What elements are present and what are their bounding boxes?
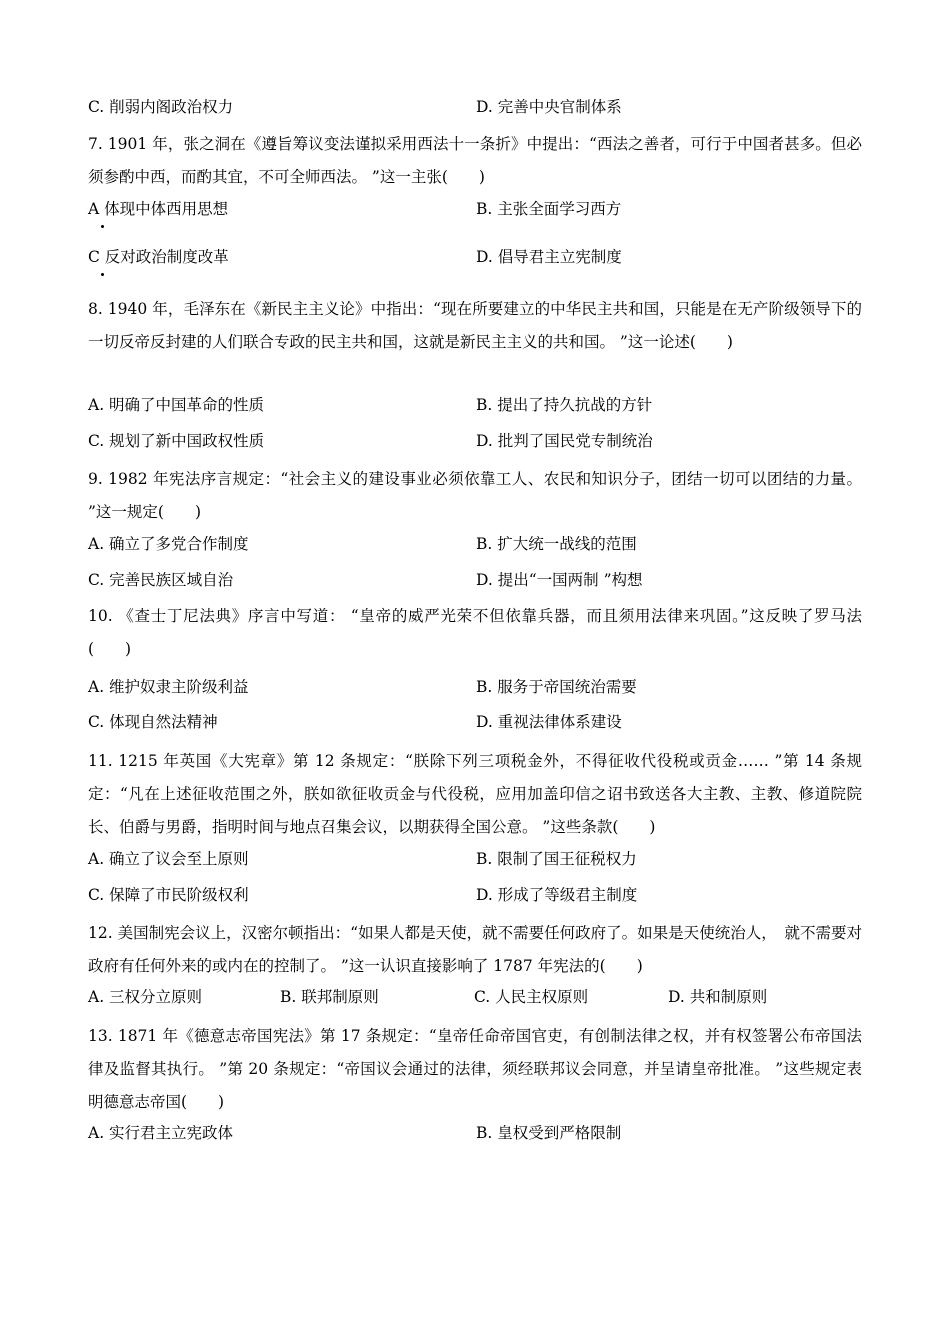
q7-option-c: C 反对政治制度改革 [88, 248, 229, 266]
q8-option-d: D. 批判了国民党专制统治 [476, 432, 653, 450]
q11-option-a: A. 确立了议会至上原则 [88, 850, 249, 868]
q13-stem: 13. 1871 年《德意志帝国宪法》第 17 条规定：“皇帝任命帝国官吏，有创制法律之权，并有权签署公布帝国法律及监督其执行。 ”第 20 条规定：“帝国议会通过的法律，须经联邦议会同意，并呈请皇帝批准。 ”这些规定表明德意志帝国( ) [88, 1027, 862, 1111]
q6-option-c: C. 削弱内阁政治权力 [88, 98, 234, 116]
q10-option-b: B. 服务于帝国统治需要 [476, 678, 637, 696]
q10-option-a: A. 维护奴隶主阶级利益 [88, 678, 249, 696]
q8-option-c: C. 规划了新中国政权性质 [88, 432, 265, 450]
q12-option-c: C. 人民主权原则 [474, 988, 589, 1006]
q13-option-b: B. 皇权受到严格限制 [476, 1124, 622, 1142]
q12-stem: 12. 美国制宪会议上，汉密尔顿指出：“如果人都是天使，就不需要任何政府了。如果是天使统治人， 就不需要对政府有任何外来的或内在的控制了。 ”这一认识直接影响了 1787 年宪法的( ) [88, 924, 862, 975]
q12-option-b: B. 联邦制原则 [280, 988, 379, 1006]
q9-option-a: A. 确立了多党合作制度 [88, 535, 249, 553]
q9-option-c: C. 完善民族区域自治 [88, 571, 234, 589]
q13-option-a: A. 实行君主立宪政体 [88, 1124, 234, 1142]
q8-option-a: A. 明确了中国革命的性质 [88, 396, 265, 414]
q12-option-a: A. 三权分立原则 [88, 988, 203, 1006]
emphasis-dot [101, 225, 104, 228]
q10-option-c: C. 体现自然法精神 [88, 713, 218, 731]
q10-stem: 10. 《查士丁尼法典》序言中写道： “皇帝的威严光荣不但依靠兵器，而且须用法律来巩固。”这反映了罗马法( ) [88, 607, 862, 658]
q7-stem: 7. 1901 年，张之洞在《遵旨筹议变法谨拟采用西法十一条折》中提出：“西法之善者，可行于中国者甚多。但必须参酌中西，而酌其宜，不可全师西法。 ”这一主张( ) [88, 135, 862, 186]
q11-option-d: D. 形成了等级君主制度 [476, 886, 638, 904]
q12-option-d: D. 共和制原则 [668, 988, 768, 1006]
q11-stem: 11. 1215 年英国《大宪章》第 12 条规定：“朕除下列三项税金外，不得征收代役税或贡金…… ”第 14 条规定：“凡在上述征收范围之外，朕如欲征收贡金与代役税，应用加盖印信之诏书致送各大主教、主教、修道院院长、伯爵与男爵，指明时间与地点召集会议，以期获得全国公意。 ”这些条款( ) [88, 752, 862, 836]
q9-option-b: B. 扩大统一战线的范围 [476, 535, 637, 553]
q11-option-c: C. 保障了市民阶级权利 [88, 886, 249, 904]
q8-option-b: B. 提出了持久抗战的方针 [476, 396, 653, 414]
q11-option-b: B. 限制了国王征税权力 [476, 850, 637, 868]
q6-option-d: D. 完善中央官制体系 [476, 98, 622, 116]
q10-option-d: D. 重视法律体系建设 [476, 713, 622, 731]
q8-stem: 8. 1940 年，毛泽东在《新民主主义论》中指出：“现在所要建立的中华民主共和国，只能是在无产阶级领导下的一切反帝反封建的人们联合专政的民主共和国，这就是新民主主义的共和国。 ”这一论述( ) [88, 300, 862, 351]
q9-option-d: D. 提出“一国两制 ”构想 [476, 571, 643, 589]
q9-stem: 9. 1982 年宪法序言规定：“社会主义的建设事业必须依靠工人、农民和知识分子，团结一切可以团结的力量。 ”这一规定( ) [88, 470, 862, 521]
emphasis-dot [101, 273, 104, 276]
q7-option-a: A 体现中体西用思想 [88, 200, 229, 218]
q7-option-d: D. 倡导君主立宪制度 [476, 248, 622, 266]
q7-option-b: B. 主张全面学习西方 [476, 200, 622, 218]
